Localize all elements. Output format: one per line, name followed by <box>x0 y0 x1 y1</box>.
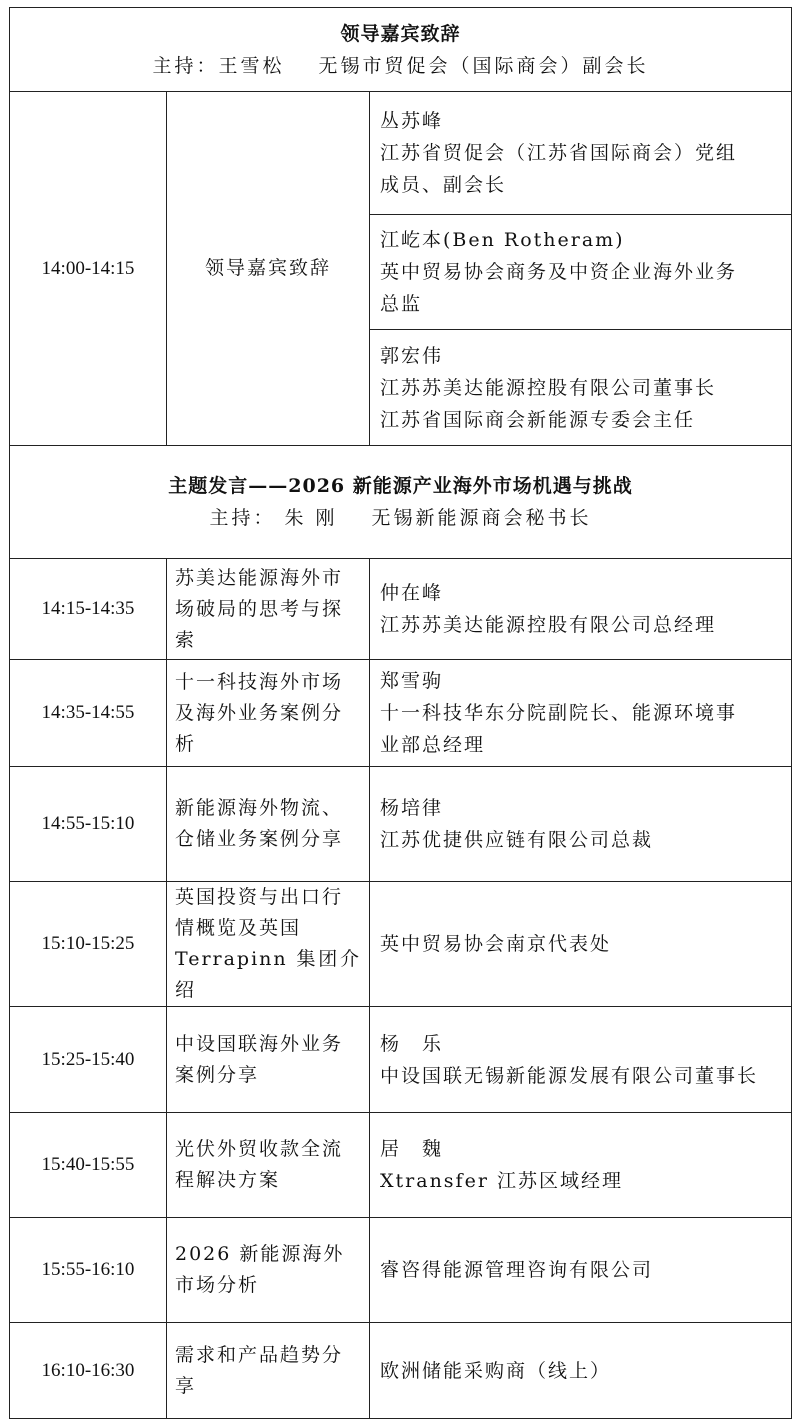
speaker-org-line: 英中贸易协会南京代表处 <box>380 933 612 955</box>
speaker-cell <box>370 882 792 1007</box>
speaker-org-line: 江苏省贸促会（江苏省国际商会）党组 <box>380 142 738 164</box>
speaker-name: 杨 乐 <box>380 1032 444 1055</box>
speaker-org-line: 十一科技华东分院副院长、能源环境事 <box>380 702 738 724</box>
table-row <box>10 1007 792 1113</box>
topic-line: 仓储业务案例分享 <box>175 828 344 850</box>
topic-line: 情概览及英国 <box>175 917 302 939</box>
table-row <box>10 660 792 767</box>
host-label: 主持： 朱 刚 <box>209 507 338 529</box>
topic-line: 十一科技海外市场 <box>175 670 344 693</box>
speaker-name: 居 魏 <box>380 1138 444 1160</box>
table-row <box>10 882 792 1007</box>
speaker-cell <box>370 767 792 882</box>
speaker-org-line: 总监 <box>380 293 423 315</box>
time-cell: 14:35-14:55 <box>10 660 167 767</box>
speaker-cell <box>370 1218 792 1323</box>
speaker-org-line: 江苏优捷供应链有限公司总裁 <box>380 829 654 851</box>
agenda-table <box>9 7 792 1419</box>
topic-line: 需求和产品趋势分 <box>175 1343 344 1366</box>
time-cell: 14:15-14:35 <box>10 559 167 660</box>
host-label: 主持：王雪松 <box>152 54 285 77</box>
speaker-name: 江屹本(Ben Rotheram) <box>380 229 625 251</box>
speaker-org-line: 中设国联无锡新能源发展有限公司董事长 <box>380 1064 759 1087</box>
section-header-cell <box>10 446 792 559</box>
topic-line: 新能源海外物流、 <box>175 797 344 819</box>
time-cell: 15:25-15:40 <box>10 1007 167 1113</box>
speaker-name: 仲在峰 <box>380 582 444 604</box>
topic-cell <box>167 767 370 882</box>
table-row <box>10 1218 792 1323</box>
speaker-cell <box>370 1007 792 1113</box>
topic-cell <box>167 660 370 767</box>
speaker-cell <box>370 215 792 330</box>
table-row <box>10 1323 792 1419</box>
section-header-keynote <box>10 446 792 559</box>
topic-cell <box>167 1007 370 1113</box>
speaker-org-line: Xtransfer 江苏区域经理 <box>380 1170 623 1192</box>
topic-cell <box>167 1323 370 1419</box>
host-org: 无锡市贸促会（国际商会）副会长 <box>318 54 649 77</box>
speaker-org-line: 江苏苏美达能源控股有限公司总经理 <box>380 614 717 636</box>
speaker-org-line: 江苏苏美达能源控股有限公司董事长 <box>380 376 717 399</box>
speaker-cell <box>370 1323 792 1419</box>
table-row <box>10 1113 792 1218</box>
topic-line: 程解决方案 <box>175 1169 281 1191</box>
topic-line: 苏美达能源海外市 <box>175 566 344 589</box>
speaker-org-line: 睿咨得能源管理咨询有限公司 <box>380 1259 654 1281</box>
topic-line: 英国投资与出口行 <box>175 886 344 908</box>
speaker-cell <box>370 92 792 215</box>
speaker-name: 郑雪驹 <box>380 670 444 692</box>
section-title: 主题发言——2026 新能源产业海外市场机遇与挑战 <box>168 475 633 497</box>
table-row <box>10 767 792 882</box>
speaker-org-line: 英中贸易协会商务及中资企业海外业务 <box>380 261 738 283</box>
topic-line: Terrapinn 集团介绍 <box>175 948 361 1001</box>
topic-line: 析 <box>175 732 197 755</box>
topic-line: 享 <box>175 1374 197 1397</box>
topic-line: 光伏外贸收款全流 <box>175 1138 344 1160</box>
topic-line: 市场分析 <box>175 1274 260 1296</box>
host-org: 无锡新能源商会秘书长 <box>371 507 592 529</box>
speaker-name: 丛苏峰 <box>380 110 444 132</box>
speaker-name: 杨培律 <box>380 797 444 819</box>
time-cell: 15:40-15:55 <box>10 1113 167 1218</box>
time-cell: 16:10-16:30 <box>10 1323 167 1419</box>
topic-cell: 领导嘉宾致辞 <box>167 92 370 446</box>
time-cell: 15:10-15:25 <box>10 882 167 1007</box>
speaker-cell <box>370 559 792 660</box>
topic-line: 案例分享 <box>175 1063 260 1086</box>
section-title: 领导嘉宾致辞 <box>340 22 461 45</box>
topic-cell <box>167 559 370 660</box>
speaker-name: 郭宏伟 <box>380 344 444 367</box>
table-row <box>10 92 792 215</box>
topic-line: 中设国联海外业务 <box>175 1032 344 1055</box>
topic-line: 场破局的思考与探 <box>175 597 344 620</box>
speaker-org-line: 成员、副会长 <box>380 174 507 196</box>
speaker-cell <box>370 660 792 767</box>
topic-line: 及海外业务案例分 <box>175 701 344 724</box>
section-host <box>10 502 791 534</box>
topic-cell <box>167 1218 370 1323</box>
topic-line: 2026 新能源海外 <box>175 1243 345 1265</box>
topic-cell <box>167 882 370 1007</box>
time-cell: 14:55-15:10 <box>10 767 167 882</box>
section-header-welcome <box>10 8 792 92</box>
section-host <box>10 50 791 82</box>
speaker-org-line: 业部总经理 <box>380 734 486 756</box>
speaker-cell <box>370 330 792 446</box>
section-header-cell <box>10 8 792 92</box>
speaker-org-line: 江苏省国际商会新能源专委会主任 <box>380 408 696 431</box>
topic-cell <box>167 1113 370 1218</box>
time-cell: 14:00-14:15 <box>10 92 167 446</box>
speaker-org-line: 欧洲储能采购商（线上） <box>380 1359 612 1382</box>
speaker-cell <box>370 1113 792 1218</box>
table-row <box>10 559 792 660</box>
time-cell: 15:55-16:10 <box>10 1218 167 1323</box>
topic-line: 索 <box>175 628 197 651</box>
